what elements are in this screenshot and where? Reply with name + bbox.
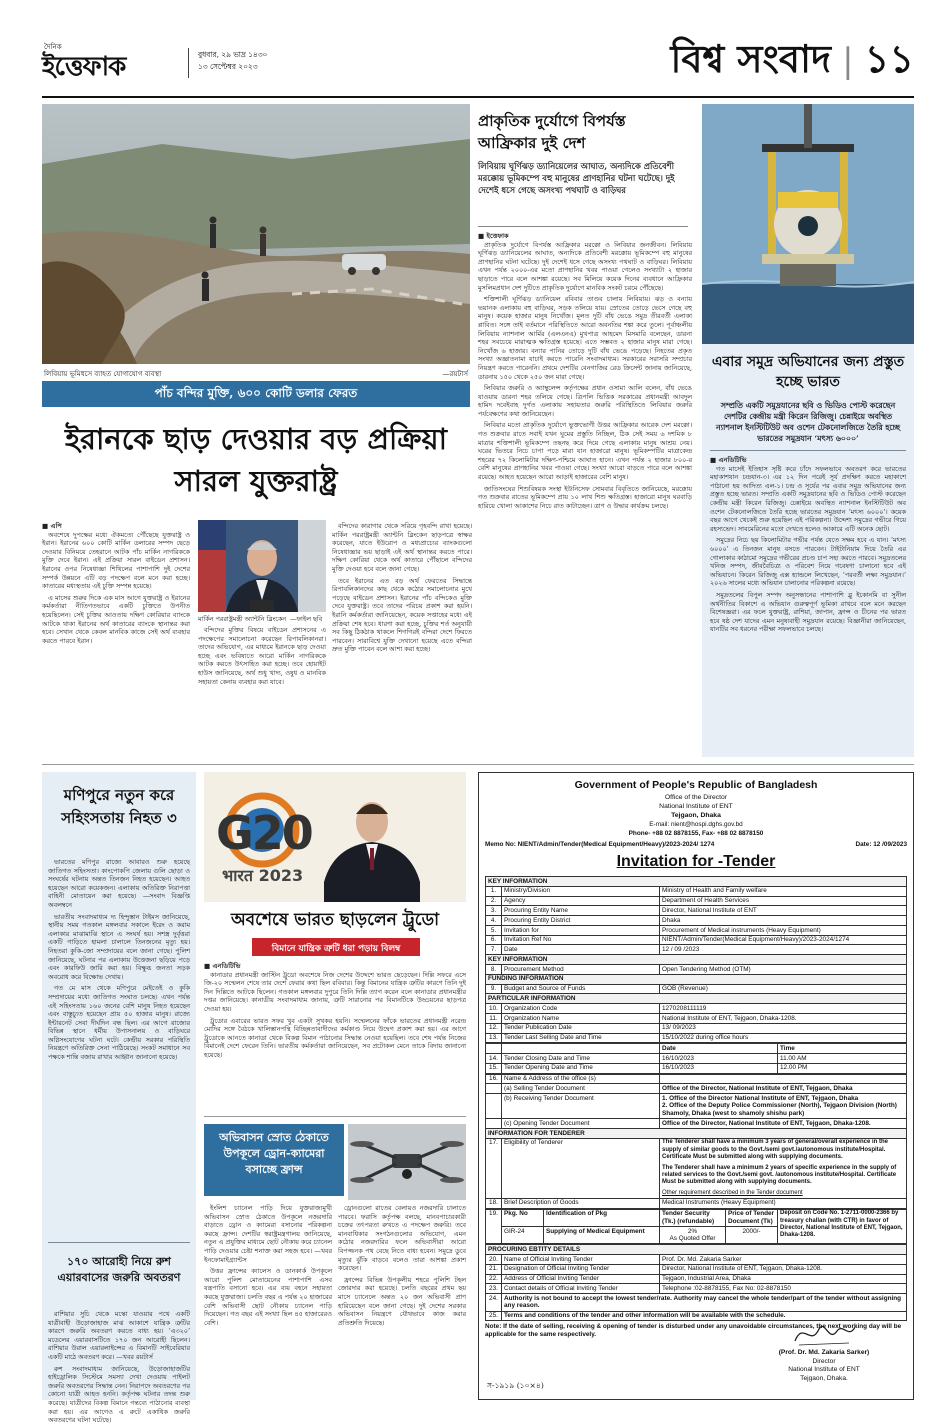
trudeau-paragraph: ট্রুডোর এবারের ভারত সফর খুব একটা সুখকর হয়নি। সম্মেলনের ফাঁকে ভারতের প্রধানমন্ত্রী নরেন্দ্র মোদির সঙ্গে বৈঠকে খালিস্তানপন্থি বিচ্ছিন্নতাবাদীদের কর্মকাণ্ড নিয়ে উদ্বেগ প্রকাশ করা হয়। এর আগে ট্রুডোকে আনতে কানাডা থেকে বিকল্প বিমান পাঠানোর সিদ্ধান্ত নেওয়া হয়েছিল। তবে শেষ পর্যন্ত নিজের বিমানেই দেশে ফেরেন তিনি। ভারতীয় কর্মকর্তারা জানিয়েছেন, সব প্রটোকল মেনে তাকে বিদায় জানানো হয়েছে। [204,1016,466,1059]
tender-row [486,886,907,896]
row-label: Tender Closing Date and Time [502,1054,660,1064]
pkg-ident-header: Identification of Pkg [544,1209,660,1226]
row-value: Tejgaon, Industrial Area, Dhaka [660,1274,907,1284]
tender-table [485,876,907,1043]
row-label: (c) Opening Tender Document [502,1119,660,1129]
row-value: Prof. Dr. Md. Zakaria Sarker [660,1255,907,1265]
logo-top-text: দৈনিক [44,43,62,51]
libya-photo-art [42,104,470,364]
row-value: Medical Instruments (Heavy Equipment) [660,1198,907,1208]
row-label: Budget and Source of Funds [502,984,660,994]
row-number: 1. [486,886,502,896]
tender-row [486,1198,907,1208]
signature-block [749,1317,899,1383]
row-number: 19. [486,1209,502,1244]
tender-row [486,1255,907,1265]
receiving-office-2: 2. Office of the Deputy Police Commissioner (North), Tejgaon Division (North) Shamoly, Dhaka (west to shamoly shishu park) [662,1102,897,1117]
trudeau-body [204,962,466,1112]
trudeau-headline: অবশেষে ভারত ছাড়লেন ট্রুডো [230,910,440,930]
tender-row [486,1004,907,1014]
tender-note: Note: If the date of selling, receiving & opening of tender is disturbed under any unavoidable circumstances, the next working day will be applicable for the same respectively. [485,1323,902,1339]
signatory-office: National Institute of ENT [788,1366,860,1374]
manipur-paragraph: ভারতীয় সংবাদমাধ্যম দ্য হিন্দুস্তান টাইমস জানিয়েছে, স্থানীয় সময় গতকাল মঙ্গলবার সকালে ইরেং ও করাম এলাকার মাঝামাঝি স্থানে এ সংঘর্ষ হয়। সশস্ত্র দুর্বৃত্তরা একটি গাড়িতে হামলা চালালে তিনজনের মৃত্যু হয়। নিহতরা কুকি-জো সম্প্রদায়ের বলে জানা গেছে। পুলিশ জানিয়েছে, ঘটনার পর এলাকায় উত্তেজনা ছড়িয়ে পড়ে এবং কারফিউ জারি করা হয়। বিক্ষুব্ধ জনতা সড়ক অবরোধ করে বিক্ষোভ দেখায়। [48,912,190,981]
tender-row [486,1264,907,1274]
trudeau-france-rule [204,1116,466,1117]
row-value: Ministry of Health and Family welfare [660,886,907,896]
tender-official-table [485,1244,907,1321]
row-number: 21. [486,1264,502,1274]
left-col-rule [48,1242,190,1243]
row-value: Procurement of Medical instruments (Heavy Equipment) [660,925,907,935]
row-value: Office of the Director, National Institute of ENT, Tejgaon, Dhaka [660,1084,907,1094]
submersible-art [702,104,914,344]
tender-section: KEY INFORMATION [486,877,907,887]
tender-row [486,916,907,926]
india-sea-paragraph: গত মাসেই ইতিহাস সৃষ্টি করে চাঁদে সফলভাবে অবতরণ করে ভারতের মহাকাশযান চন্দ্রযান-৩। এর ১২ দিন পরেই সূর্য প্রদক্ষিণ করতে মহাকাশে পাঠানো হয় আদিত্য এল-১। চন্দ্র ও সূর্যের পর এবার সমুদ্র অভিযানের জন্য প্রস্তুত হচ্ছে ভারত। সম্প্রতি একটি সমুদ্রযানের ছবি ও ভিডিও পোস্ট করেছেন কেন্দ্রীয় মন্ত্রী কিরেন রিজিজু। চেন্নাইয়ে অবস্থিত ন্যাশনাল ইনস্টিটিউট অব ওশেন টেকনোলজিতে তৈরি হচ্ছে ভারতের সমুদ্রযান ‘মৎস্য ৬০০০’। কয়েক বছর আগে থেকেই শুরু হয়েছিল এই পরিকল্পনা। উদ্দেশ্য সমুদ্রের গভীরে গিয়ে রহস্যভেদ। সাবমেরিনের মতো দেখতে হলেও আকারে এটি অনেক ছোট। [710,464,906,533]
row-label: Tender Opening Date and Time [502,1063,660,1073]
row-date: 16/10/2023 [660,1063,778,1073]
india-sea-headline: এবার সমুদ্র অভিযানের জন্য প্রস্তুত হচ্ছে ভারত [711,354,905,390]
signatory-address: Tejgaon, Dhaka. [800,1374,848,1382]
india-sea-paragraph: সমুদ্রের নিচে ছয় কিলোমিটার গভীর পর্যন্ত যেতে সক্ষম হবে এ যান। ‘মৎস্য ৬০০০’ এ তিনজন মানুষ বসতে পারবেন। টাইটানিয়াম দিয়ে তৈরি এর গোলাকার কাঠামো সমুদ্রের গভীরের প্রচণ্ড চাপ সহ্য করতে পারবে। সমুদ্রতলের খনিজ সম্পদ, জীববৈচিত্র্য ও পরিবেশ নিয়ে গবেষণা চালানো হবে এই অভিযানে। কিরেন রিজিজু এক্স হ্যান্ডলে লিখেছেন, ‘পরবর্তী লক্ষ্য সমুদ্রযান।’ ২০২৬ সালের মধ্যে অভিযান চালানোর পরিকল্পনা রয়েছে। [710,536,906,588]
tender-row [486,906,907,916]
row-label: Name & Address of the office (s) [502,1074,660,1084]
row-number: 24. [486,1294,502,1311]
tender-package-table [485,1209,907,1245]
libya-lead: লিবিয়ায় ঘূর্ণিঝড় ড্যানিয়েলের আঘাত, অন্যদিকে প্রতিবেশী মরক্কোয় ভূমিকম্পে বহু মানুষের প্রাণহানির ঘটনা ঘটেছে। দুই দেশেই ধসে গেছে অসংখ্য পথঘাট ও বাড়িঘর [478,161,675,195]
row-value: 13/ 09/2023 [660,1023,907,1033]
iran-body-col1 [42,522,190,758]
tender-row [486,1044,907,1054]
signature-mark [789,1317,859,1349]
iran-paragraph: বন্দিদের মুক্তির বিষয়ে বাইডেন প্রশাসনের এ পদক্ষেপের সমালোচনা করেছেন রিপাবলিকানরা। তাদের অভিযোগ, এর মাধ্যমে ইরানকে ছাড় দেওয়া হচ্ছে এবং ভবিষ্যতে আরো মার্কিন নাগরিককে আটক করতে উৎসাহিত করা হচ্ছে। তবে হোয়াইট হাউস জানিয়েছে, অর্থ শুধু খাদ্য, ওষুধ ও মানবিক সহায়তা কেনায় ব্যবহার করা যাবে। [198,626,326,686]
row-label: Contact details of Official Inviting Tender [502,1284,660,1294]
france-paragraph: ফ্রান্সের বিভিন্ন উপকূলীয় শহরে পুলিশি টহল জোরদার করা হয়েছে। চলতি বছরের প্রথম ছয় মাসে চ্যানেলে অন্তত ২০ জন অভিবাসী প্রাণ হারিয়েছেন বলে জানা গেছে। দুই দেশের সরকার অভিবাসন নিয়ন্ত্রণে যৌথভাবে কাজ করার প্রতিশ্রুতি দিয়েছে। [338,1275,466,1327]
tender-row [486,965,907,975]
row-value [660,1094,907,1119]
libya-lead-rule [478,226,688,227]
row-number: 8. [486,965,502,975]
libya-paragraph: জাতিসংঘের শিশুবিষয়ক সংস্থা ইউনিসেফ সোমবার বিবৃতিতে জানিয়েছে, মরক্কোয় গত শুক্রবার রাতের ভূমিকম্পে প্রায় ১০ লাখ শিশু ক্ষতিগ্রস্ত। হাজারো মানুষ ঘরবাড়ি হারিয়ে খোলা আকাশের নিচে রাত কাটাচ্ছেন। ত্রাণ ও উদ্ধার কার্যক্রম চলছে। [478,484,692,510]
trudeau-paragraph: কানাডার প্রধানমন্ত্রী জাস্টিন ট্রুডো অবশেষে নিজ দেশের উদ্দেশে ভারত ছেড়েছেন। দিল্লি সফরে এসে জি-২০ সম্মেলন শেষে তার দেশে ফেরার কথা ছিল রবিবার। কিন্তু বিমানের যান্ত্রিক ত্রুটির কারণে তিনি দুই দিন দিল্লিতে আটকে ছিলেন। গতকাল মঙ্গলবার দুপুরে তিনি দিল্লি ত্যাগ করেন বলে কানাডার প্রধানমন্ত্রীর দপ্তর জানিয়েছে। কানাডীয় সংবাদমাধ্যম জানায়, ত্রুটি সারানোর পর বিমানটিকে উড্ডয়নের ছাড়পত্র দেওয়া হয়। [204,970,466,1013]
libya-paragraph: শক্তিশালী ঘূর্ণিঝড় ড্যানিয়েল রবিবার তাণ্ডব চালায় লিবিয়ায়। ঝড় ও বন্যায় ভয়ানক এলাকায় বহু বাড়িঘর, সড়ক তলিয়ে যায়। স্রোতের তোড়ে ভেসে গেছে বহু মানুষ। কয়েক হাজার মানুষ নিখোঁজ। মূলত দুটি বাঁধ ভেঙে সমুদ্র তীরবর্তী এলাকা প্লাবিত। সঙ্গে তাই বর্তমানে পরিস্থিতিতে আরো অবনতির শঙ্কা করে তুলে। পূর্বাঞ্চলীয় লিবিয়ায় ন্যাশনাল আর্মির (এলএনএ) মুখপাত্র আহমেদ মিসমারি বলেছেন, ডারনা শহর সবচেয়ে মারাত্মক ক্ষতিগ্রস্ত হয়েছে। এতে সম্ভবত ২ হাজার মানুষ মারা গেছে। নিখোঁজ ৬ হাজার। বন্যার পানির তোড়ে দুটি বাঁধ ভেঙে পড়েছে। নিহতের প্রকৃত সংখ্যা অজ্ঞাতনামা যাচাই করতে পারেনি সংবাদমাধ্যম। সরকারের সরাসরি সম্প্রচার নিয়ন্ত্রণ করতে পারেননি। প্রথমে দেশটির বেনগাজির রেড ক্রিসেন্ট জানায় জানিয়েছে, ডারনায় ১৫০ থেকে ২৫০ জন মারা গেছে। [478,295,692,381]
row-label: Eligibility of Tenderer [502,1138,660,1198]
row-time: 12.00 PM [778,1063,907,1073]
receiving-office-1: 1. Office of the Director National Institute of ENT, Tejgaon, Dhaka [662,1094,859,1102]
tender-row [486,935,907,945]
tender-section: FUNDING INFORMATION [486,974,907,984]
india-sea-paragraph: সমুদ্রতলের বিপুল সম্পদ অনুসন্ধানের পাশাপাশি ব্লু ইকোনমি বা সুনীল অর্থনীতির বিকাশে এ অভিযান গুরুত্বপূর্ণ ভূমিকা রাখবে বলে মনে করছেন বিশেষজ্ঞরা। এর ফলে যুক্তরাষ্ট্র, রাশিয়া, জাপান, ফ্রান্স ও চীনের পর ভারত হবে ষষ্ঠ দেশ যাদের এমন মনুষ্যবাহী সমুদ্রযান রয়েছে। বিজ্ঞানীরা জানিয়েছেন, যানটির সব ধরনের পরীক্ষা সফলভাবে চলছে। [710,590,906,634]
iran-paragraph: এ মাসের শুরুর দিকে এক মাস আগে যুক্তরাষ্ট্র ও ইরানের কর্মকর্তারা নীতিগতভাবে একটি চুক্তিতে উপনীত হয়েছিলেন। সেই চুক্তির আওতায় দক্ষিণ কোরিয়ার ব্যাংকে আটকে থাকা ইরানের অর্থ কাতারের ব্যাংকে স্থানান্তর করা হবে। সেখান থেকে কেবল মানবিক কাজে সেই অর্থ ব্যবহার করতে পারবে ইরান। [42,593,190,645]
signatory-title: Director [812,1357,836,1365]
pkg-no-header: Pkg. No [502,1209,544,1226]
row-label: Organization Name [502,1013,660,1023]
drone-photo [348,1124,466,1200]
manipur-paragraph: ভারতের মণিপুর রাজ্যে আবারও শুরু হয়েছে জাতিগত সহিংসতা। কাংপোকপি জেলায় গুলি ছোড়া ও সংঘর্ষের ঘটনায় অন্তত তিনজন নিহত হয়েছেন। আহত হয়েছেন আরো কয়েকজন। এলাকায় অতিরিক্ত নিরাপত্তা বাহিনী মোতায়েন করা হয়েছে। —সংবাদ বিজ্ঞপ্তি অবলম্বনে [48,858,190,909]
blinken-credit: —ফাইল ছবি [290,615,323,623]
row-number: 6. [486,935,502,945]
france-body-col1 [204,1204,332,1400]
row-value: Dhaka [660,916,907,926]
row-label: Date [502,945,660,955]
pkg-security-header: Tender Security (Tk.) (refundable) [660,1209,726,1226]
header-divider [188,48,189,78]
russia-paragraph: রুশ সংবাদমাধ্যম জানিয়েছে, উড়োজাহাজটির হাইড্রোলিক সিস্টেমে সমস্যা দেখা দেওয়ায় পাইলট জরুরি অবতরণের সিদ্ধান্ত নেন। নিরাপদে অবতরণের পর কোনো যাত্রী আহত হননি। কর্তৃপক্ষ ঘটনার তদন্ত শুরু করেছে। যাত্রীদের বিকল্প বিমানে গন্তব্যে পাঠানোর ব্যবস্থা করা হয়। এর আগেও এ রুটে একাধিক জরুরি অবতরণের ঘটনা ঘটেছে। [48,1364,190,1425]
row-label: Ministry/Division [502,886,660,896]
row-value: 1270208111119 [660,1004,907,1014]
eligibility-2: The Tenderer shall have a minimum 2 years of specific experience in the supply of related services to the Govt./semi govt. /autonomous institute/Hospital. Certificate Must be submitted along with supplying documents. [662,1164,897,1186]
tender-section-row [486,974,907,984]
pkg-ident: Supplying of Medical Equipment [544,1226,660,1243]
row-value: Terms and conditions of the tender and other information will be available with the schedule. [502,1311,907,1321]
deposit-info: Deposit on Code No. 1-2711-0000-2366 by treasury challan (with CTR) in favor of Director, National Institute of ENT, Tejgaon, Dhaka-1208. [778,1209,907,1244]
india-sea-body [710,456,906,750]
row-value: Telephone :02-8878155, Fax No: 02-8878150 [660,1284,907,1294]
tender-section: PARTICULAR INFORMATION [486,994,907,1004]
libya-paragraph: লিবিয়ার জরুরি ও অ্যাম্বুলেন্স কর্তৃপক্ষের প্রধান ওসামা আলি বলেন, বাঁধ ভেঙে যাওয়ায় ডারনা শহর তলিয়ে গেছে। ত্রিপলি ভিত্তিক সরকারের প্রধানমন্ত্রী আবদুল হামিদ দবেইবাহ দুর্গত এলাকায় সহায়তার জরুরি পরিস্থিতিতে লিবিয়ার জরুরি পর্যবেক্ষণের কথা জানিয়েছেন। [478,384,692,418]
row-label: Invitation for [502,925,660,935]
row-value: National Institute of ENT, Tejgaon, Dhaka-1208. [660,1013,907,1023]
section-title [568,30,914,84]
tender-row [486,1054,907,1064]
row-label: Brief Description of Goods [502,1198,660,1208]
bharat-2023-text: भारत 2023 [222,866,304,885]
row-value: 12 / 09 /2023 [660,945,907,955]
row-number: 17. [486,1138,502,1198]
row-number: 12. [486,1023,502,1033]
libya-paragraph: লিবিয়ার মতো প্রাকৃতিক দুর্যোগে ভুক্তভোগী উত্তর আফ্রিকার আরেক দেশ মরক্কো। গত শুক্রবার রাতে সবাই যখন ঘুমের প্রস্তুতি নিচ্ছিল, ঠিক সেই সময় ৬ দশমিক ৮ মাত্রার শক্তিশালী ভূমিকম্পে তছনছ করে দিয়ে গেছে এলাকায় মানুষ আশ্রয় নেয়। ঘরের ভিতরে নিচে চাপা পড়ে মারা যান হাজারো মানুষ। ভূমিকম্পটির মাত্রাকেন্দ্র শহরের ৭২ কিলোমিটার দক্ষিণ-পশ্চিমে আঘাত হানে। এখন পর্যন্ত ২ হাজার ৮০০-র বেশি মানুষের প্রাণহানির খবর পাওয়া গেছে। সংখ্যা আরো বাড়তে পারে বলে আশঙ্কা রয়েছে। আহত হয়েছেন আরো আড়াই হাজারের বেশি মানুষ। [478,421,692,482]
row-number: 16. [486,1074,502,1084]
france-paragraph: উত্তর ফ্রান্সের ক্যালেস ও ডানকার্ক উপকূলে আরো পুলিশ মোতায়েনের পাশাপাশি এসব যন্ত্রপাতি বসানো হবে। এর ব্যয় বহনে সহায়তা করছে যুক্তরাজ্য। চলতি বছর এ পর্যন্ত ২০ হাজারের বেশি অভিবাসী ছোট নৌকায় চ্যানেল পাড়ি দিয়েছেন। গত বছর এই সংখ্যা ছিল ৪৫ হাজারেরও বেশি। [204,1267,332,1327]
manipur-body [48,858,190,1250]
logo-main-text: ইত্তেফাক [42,52,126,82]
france-headline: অভিবাসন স্রোত ঠেকাতে উপকূলে ড্রোন-ক্যামেরা বসাচ্ছে ফ্রান্স [219,1131,329,1176]
tender-section-row [486,1245,907,1255]
libya-body [478,232,692,757]
tender-section-row [486,877,907,887]
tender-gov: Government of People's Republic of Bangladesh [574,779,818,791]
pkg-price: 2000/- [726,1226,778,1243]
tender-section-row [486,1128,907,1138]
iran-paragraph: তবে ইরানের এত বড় অর্থ ফেরতের সিদ্ধান্তে রিপাবলিকানদের কাছ থেকে কঠোর সমালোচনার মুখে পড়েছে বাইডেন প্রশাসন। ইরানের পাঁচ বন্দিকেও মুক্তি দেবে যুক্তরাষ্ট্র। তবে তাদের পরিচয় প্রকাশ করা হয়নি। ইরানি কর্মকর্তারা জানিয়েছেন, কয়েক সপ্তাহের মধ্যে এই প্রক্রিয়া শেষ হবে। ধারণা করা হচ্ছে, চুক্তির শর্ত অনুযায়ী সব কিছু ঠিকঠাক থাকলে শিগগিরই বন্দিরা দেশে ফিরতে পারবেন। সারাবিশ্বে যুক্তি দেখানো হয়েছে এতে বন্দিরা দ্রুত মুক্তি পাবেন বলে আশা করা হচ্ছে। [332,576,472,654]
row-number: 23. [486,1284,502,1294]
row-number: 10. [486,1004,502,1014]
tender-section-row [486,955,907,965]
eligibility-3: Other requirement described in the Tender document [662,1189,803,1196]
row-label: Name of Official Inviting Tender [502,1255,660,1265]
row-number: 11. [486,1013,502,1023]
row-number: 18. [486,1198,502,1208]
russia-body [48,1310,190,1425]
tender-title: Invitation for -Tender [616,853,776,870]
row-number: 3. [486,906,502,916]
iran-body-col2 [198,626,326,758]
tender-row [486,984,907,994]
libya-source: ■ ইত্তেফাক [478,232,509,240]
tender-row [486,1013,907,1023]
tender-phone: Phone- +88 02 8878155, Fax- +88 02 8878150 [628,830,764,837]
eligibility-1: The Tenderer shall have a minimum 3 years of general/overall experience in the supply of similar goods to the Govt./semi govt./autonomous institute/Hospital. Certificate Must be submitted along with supplying documents. [662,1139,888,1161]
section-name: বিশ্ব সংবাদ [670,36,832,81]
tender-memo: Memo No: NIENT/Admin/Tender(Medical Equipment/Heavy)/2023-2024/ 1274 [485,841,715,848]
tender-row [486,1033,907,1043]
tender-table-office [485,1074,907,1209]
row-number: 15. [486,1063,502,1073]
row-value: Department of Health Services [660,896,907,906]
row-label: Tender Last Selling Date and Time [502,1033,660,1043]
tender-section: INFORMATION FOR TENDERER [486,1128,907,1138]
row-label: Procuring Entity District [502,916,660,926]
row-date: 16/10/2023 [660,1054,778,1064]
page-number: ১১ [864,36,914,81]
row-label: Invitation Ref No [502,935,660,945]
th-time: Time [778,1044,907,1054]
row-value: 15/10/2022 during office hours [660,1033,907,1043]
signatory-name: (Prof. Dr. Md. Zakaria Sarker) [778,1349,870,1357]
tender-row [486,1084,907,1094]
row-value: Office of the Director, National Institute of ENT, Tejgaon, Dhaka-1208. [660,1119,907,1129]
india-sea-source: ■ এনডিটিভি [710,456,747,464]
tender-notice [478,772,914,1400]
tender-email: E-mail: nient@hospi.dghs.gov.bd [649,821,743,828]
libya-photo-credit: —রয়টার্স [442,370,468,378]
trudeau-g20-photo [204,772,466,902]
row-number: 13. [486,1033,502,1043]
tender-date: Date: 12 /09/2023 [855,841,907,848]
header-date [198,49,267,73]
france-paragraph: ইংলিশ চ্যানেল পাড়ি দিয়ে যুক্তরাজ্যমুখী অভিবাসন স্রোত ঠেকাতে উপকূলে নজরদারি বাড়াতে ড্রোন ও ক্যামেরা বসানোর পরিকল্পনা করছে ফ্রান্স। দেশটির স্বরাষ্ট্রমন্ত্রণালয় জানিয়েছে, নতুন এ প্রযুক্তির মাধ্যমে ছোট নৌকায় করে চ্যানেল পাড়ি দেওয়ার চেষ্টা শনাক্ত করা সহজ হবে। —খবর ইনফোমাইগ্র্যান্টস [204,1204,332,1264]
india-sea-rule [710,450,906,451]
tender-section: PROCURING EBTITY DETAILS [486,1245,907,1255]
tender-row [486,1094,907,1119]
row-number: 9. [486,984,502,994]
france-body-col2 [338,1204,466,1400]
tender-row [486,1023,907,1033]
tender-memo-row [485,840,907,849]
libya-headline: প্রাকৃতিক দুর্যোগে বিপর্যস্ত আফ্রিকার দুই দেশ [478,112,626,152]
header-rule [42,96,914,98]
row-label: (b) Receiving Tender Document [502,1094,660,1119]
row-number: 25. [486,1311,502,1321]
iran-source: ■ এপি [42,522,62,530]
tender-row [486,925,907,935]
iran-paragraph: বন্দিদের কারাগার থেকে সরিয়ে গৃহবন্দি রাখা হয়েছে। মার্কিন পররাষ্ট্রমন্ত্রী অ্যান্টনি ব্লিংকেন ছাড়পত্রে স্বাক্ষর করেছেন, যাতে ইউরোপ ও মধ্যপ্রাচ্যের ব্যাংকগুলো নিষেধাজ্ঞার ভয় ছাড়াই এই অর্থ স্থানান্তর করতে পারে। দক্ষিণ কোরিয়া থেকে অর্থ কাতারে পৌঁছালে বন্দিদের মুক্তি দেওয়া হবে বলে জানা গেছে। [332,522,472,573]
drone-photo-art [348,1124,466,1200]
masthead-logo [42,38,182,82]
russia-headline: ১৭০ আরোহী নিয়ে রুশ এয়ারবাসের জরুরি অবতরণ [57,1255,181,1284]
row-time: 11.00 AM [778,1054,907,1064]
iran-paragraph: অবশেষে দুপক্ষের মধ্যে ঐকমত্যে পৌঁছেছে যুক্তরাষ্ট্র ও ইরান। ইরানের ৬০০ কোটি মার্কিন ডলারের সম্পদ ছেড়ে দেওয়ার বিনিময়ে তেহরানে আটক পাঁচ মার্কিন নাগরিককে মুক্তি দেবে ইরান। এই প্রক্রিয়া সারল বাইডেন প্রশাসন। ইরানের ওপর নিষেধাজ্ঞা শিথিলের পাশাপাশি দুই দেশের সম্পর্ক উন্নয়নে এটি বড় পদক্ষেপ বলে মনে করা হচ্ছে। কাতারের মধ্যস্থতায় এই চুক্তি সম্পন্ন হয়েছে। [42,530,190,591]
row-value: Open Tendering Method (OTM) [660,965,907,975]
libya-landslide-photo [42,104,470,364]
row-number: 7. [486,945,502,955]
india-sea-lead: সম্প্রতি একটি সমুদ্রযানের ছবি ও ভিডিও পোস্ট করেছেন দেশটির কেন্দ্রীয় মন্ত্রী কিরেন রিজিজু। চেন্নাইয়ে অবস্থিত ন্যাশনাল ইনস্টিটিউট অব ওশেন টেকনোলজিতে তৈরি হচ্ছে ভারতের সমুদ্রযান ‘মৎস্য ৬০০০’ [716,401,900,443]
tender-row [486,1063,907,1073]
row-label: Procuring Entity Name [502,906,660,916]
eligibility-text [660,1138,907,1198]
th-date: Date [660,1044,778,1054]
row-value: Authority is not bound to accept the lowest tender/rate. Authority may cancel the whole tender/part of the tender without assigning any reason. [502,1294,907,1311]
pkg-no: GIR-24 [502,1226,544,1243]
tender-row [486,1138,907,1198]
iran-headline: ইরানকে ছাড় দেওয়ার বড় প্রক্রিয়া সারল যুক্তরাষ্ট্র [64,422,448,498]
trudeau-source: ■ এনডিটিভি [204,962,241,970]
tender-office-1: Office of the Director [664,794,728,801]
pkg-security: 2% As Quoted Offer [660,1226,726,1243]
tender-section-row [486,994,907,1004]
india-sea-box [702,104,914,757]
row-number: 20. [486,1255,502,1265]
tender-office-2: National Institute of ENT [659,803,733,810]
tender-row [486,1274,907,1284]
row-label: Procurement Method [502,965,660,975]
iran-body-col3 [332,522,472,758]
row-value: GOB (Revenue) [660,984,907,994]
date-english: ১৩ সেপ্টেম্বর ২০২৩ [198,62,258,71]
tender-row [486,1074,907,1084]
submersible-photo [702,104,914,344]
pkg-price-header: Price of Tender Document (Tk) [726,1209,778,1226]
row-value: Director, National Institute of ENT [660,906,907,916]
tender-row [486,896,907,906]
blinken-photo-art [198,520,326,612]
row-number: 5. [486,925,502,935]
date-bengali: বুধবার, ২৯ ভাদ্র ১৪৩০ [198,50,268,59]
ad-code: স-১৯১৯ (১০×৪) [487,1381,544,1390]
tender-section: KEY INFORMATION [486,955,907,965]
france-paragraph: ড্রোনগুলো রাতের বেলায়ও নজরদারি চালাতে পারবে। ফরাসি কর্তৃপক্ষ বলছে, মানবপাচারকারী চক্রের তৎপরতা রুখতে এ পদক্ষেপ জরুরি। তবে মানবাধিকার সংগঠনগুলোর অভিযোগ, এমন কঠোর নজরদারির ফলে অভিবাসীরা আরো বিপজ্জনক পথ বেছে নিতে বাধ্য হবেন। সমুদ্রে ডুবে মৃত্যুর ঝুঁকি বাড়বে বলেও তারা আশঙ্কা প্রকাশ করেছেন। [338,1204,466,1273]
blinken-photo [198,520,326,612]
row-number: 2. [486,896,502,906]
row-label: Organization Code [502,1004,660,1014]
libya-photo-caption: লিবিয়ায় ভূমিধসে ব্যাহত যোগাযোগ ব্যবস্থা [44,370,162,378]
tender-row [486,1119,907,1129]
tender-row [486,1294,907,1311]
row-value: NIENT/Admin/Tender(Medical Equipment/Heavy)/2023-2024/1274 [660,935,907,945]
manipur-headline: মণিপুরে নতুন করে সহিংসতায় নিহত ৩ [61,786,177,827]
row-label: Tender Publication Date [502,1023,660,1033]
tender-row [486,945,907,955]
row-value: Director, National Institute of ENT, Tejgaon, Dhaka-1208. [660,1264,907,1274]
row-number: 4. [486,916,502,926]
row-label: Address of Official Inviting Tender [502,1274,660,1284]
blinken-caption: মার্কিন পররাষ্ট্রমন্ত্রী অ্যান্টনি ব্লিংকেন [198,615,287,623]
tender-row [486,1284,907,1294]
row-label: Designation of Official Inviting Tender [502,1264,660,1274]
package-header-row [486,1209,907,1226]
tender-office-3: Tejgaon, Dhaka [671,812,721,819]
section-separator: | [842,41,854,81]
iran-kicker: পাঁচ বন্দির মুক্তি, ৬০০ কোটি ডলার ফেরত [154,386,358,400]
row-number: 14. [486,1054,502,1064]
g20-logo-text: G20 [216,806,312,860]
russia-paragraph: রাশিয়ার সুচি থেকে মস্কো যাওয়ার পথে একটি যাত্রীবাহী উড়োজাহাজ মাঝ আকাশে যান্ত্রিক ত্রুটির কারণে জরুরি অবতরণ করতে বাধ্য হয়। ‘এ৩২০’ মডেলের এয়ারবাসটিতে ১৭০ জন আরোহী ছিলেন। রাশিয়ার উরাল এয়ারলাইন্সের এ বিমানটি সাইবেরিয়ার একটি মাঠে অবতরণ করে। —খবর রয়টার্স [48,1310,190,1361]
row-label: Agency [502,896,660,906]
row-label: (a) Selling Tender Document [502,1084,660,1094]
libya-paragraph: প্রাকৃতিক দুর্যোগে বিপর্যস্ত আফ্রিকার মরক্কো ও লিবিয়ার জনজীবন। লিবিয়ায় ঘূর্ণিঝড় ড্যানিয়েলের আঘাত, অন্যদিকে প্রতিবেশী মরক্কোয় ভূমিকম্পে বহু মানুষের প্রাণহানির ঘটনা ঘটেছে। দুই দেশেই ধসে গেছে অসংখ্য পথঘাট ও বাড়িঘর। লিবিয়ায় এখন পর্যন্ত ২০০০-এর মতো প্রাণহানির খবর পাওয়া গেলেও সংখ্যাটা ২ হাজার ছাড়াতে পারে বলে আশঙ্কা রয়েছে। সব মিলিয়ে কয়েক দিনের ব্যবধানে আফ্রিকার মুসলিমপ্রধান দেশ দুটিতে প্রাকৃতিক দুর্যোগে মানবিক সংকট চরমে পৌঁছেছে। [478,240,692,292]
middle-rule [42,764,914,765]
tender-table-dates [485,1043,907,1073]
trudeau-kicker: বিমানে যান্ত্রিক ত্রুটি ধরা পড়ায় বিলম্ব [271,944,401,954]
manipur-paragraph: গত মে মাস থেকে মণিপুরে মেইতেই ও কুকি সম্প্রদায়ের মধ্যে জাতিগত সংঘাত চলছে। এখন পর্যন্ত এই সহিংসতায় ১৬০ জনের বেশি মানুষ নিহত হয়েছেন এবং বাস্তুচ্যুত হয়েছেন প্রায় ৫০ হাজার মানুষ। রাজ্যে ইন্টারনেট সেবা দীর্ঘদিন বন্ধ ছিল। এর আগে রাজ্যের বিভিন্ন স্থানে ধর্মীয় উপাসনালয় ও বাড়িঘরে অগ্নিসংযোগের ঘটনা ঘটে। কেন্দ্রীয় সরকার পরিস্থিতি নিয়ন্ত্রণে অতিরিক্ত সেনা পাঠিয়েছে। সংকট সমাধানে সব পক্ষকে শান্তি বজায় রাখার আহ্বান জানানো হয়েছে। [48,984,190,1062]
row-number: 22. [486,1274,502,1284]
